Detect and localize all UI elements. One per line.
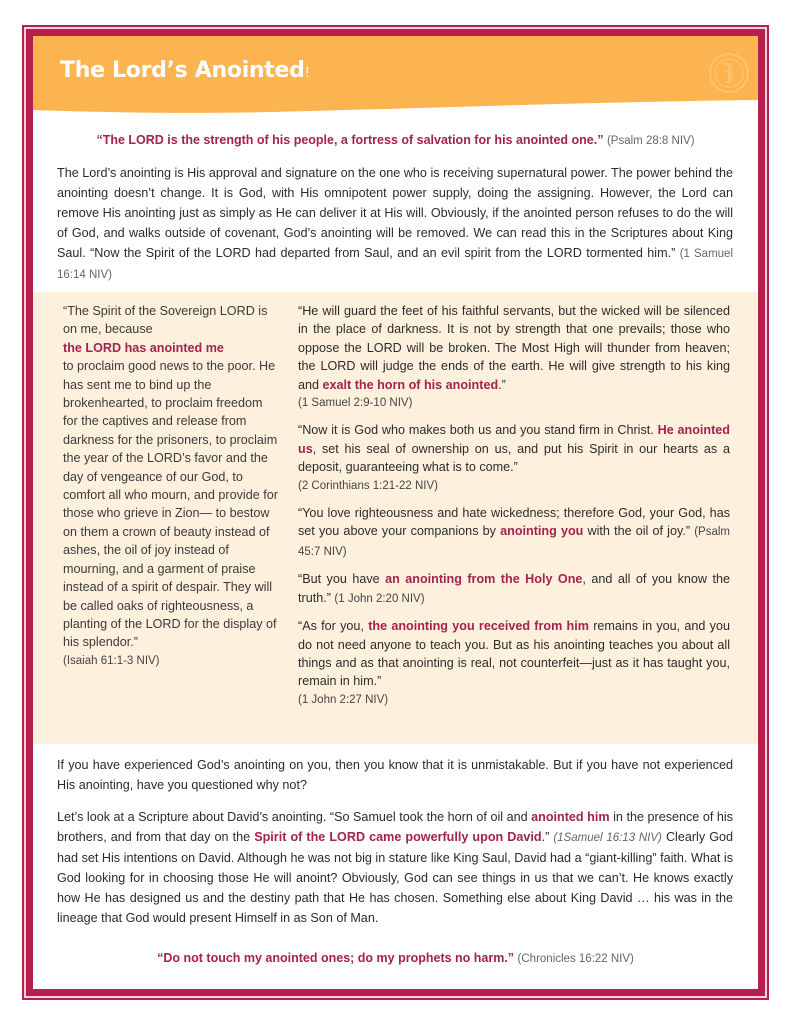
scripture-block: [298, 617, 730, 709]
scripture-block: [298, 504, 730, 561]
page-title-punct: !: [304, 66, 310, 81]
watermark-logo-icon: [708, 52, 750, 94]
bottom-verse-ref: (Chronicles 16:22 NIV): [517, 953, 634, 965]
page-frame: [26, 29, 765, 996]
scripture-highlight: an anointing from the Holy One: [385, 572, 583, 587]
scripture-highlight: the anointing you received from him: [368, 619, 589, 634]
scripture-text: “He will guard the feet of his faithful servants, but the wicked will be silenced in the place of darkness. It is not by strength that one prevails; those who oppose the LORD will be broken. The Most High will thunder from heaven; the LORD will judge the ends of the earth. He will give strength to his king and: [298, 304, 730, 392]
david-text: Clearly God had set His intentions on David. Although he was not big in stature like King Saul, David had a “giant-killing” faith. What is God looking for in choosing those He will anoint? Obviously, God can see things in us that we can’t. He knows exactly how He has designed us and the destiny path that He has chosen. Something else about King David … his was in the lineage that God would present Himself in as Son of Man.: [57, 830, 734, 925]
isaiah-quote-highlight: the LORD has anointed me: [63, 340, 224, 355]
david-paragraph: [57, 807, 733, 928]
david-highlight: Spirit of the LORD came powerfully upon David: [254, 830, 542, 844]
scripture-block: [298, 421, 730, 495]
scripture-text: “But you have: [298, 572, 386, 587]
intro-paragraph-text: The Lord’s anointing is His approval and signature on the one who is receiving supernatural power. The power behind the anointing doesn’t change. It is God, with His omnipotent power supply, doing the assigning. However, the Lord can remove His anointing just as simply as He can deliver it at His will. Obviously, if the anointed person refuses to do the will of God, and walks outside of covenant, God’s anointing will be removed. We can read this in the Scriptures about King Saul. “Now the Spirit of the LORD had departed from Saul, and an evil spirit from the LORD tormented him.”: [57, 166, 733, 260]
scripture-ref: (1 John 2:27 NIV): [298, 693, 389, 706]
title-banner: [33, 36, 758, 116]
scripture-text: “As for you,: [298, 619, 369, 634]
bottom-verse: [33, 951, 758, 965]
david-highlight: anointed him: [531, 810, 610, 824]
isaiah-quote-rest: to proclaim good news to the poor. He has sent me to bind up the brokenhearted, to proclaim freedom for the captives and release from darkness for the prisoners, to proclaim the year of the LORD’s favor and the day of vengeance of our God, to comfort all who mourn, and provide for those who grieve in Zion— to bestow on them a crown of beauty instead of ashes, the oil of joy instead of mourning, and a garment of praise instead of a spirit of despair. They will be called oaks of righteousness, a planting of the LORD for the display of his splendor.”: [63, 359, 278, 650]
scripture-text: , and all of you know the truth.”: [298, 572, 730, 605]
david-ref: (1Samuel 16:13 NIV): [553, 832, 662, 844]
david-text: Let’s look at a Scripture about David’s anointing. “So Samuel took the horn of oil and: [57, 810, 532, 824]
top-verse-ref: (Psalm 28:8 NIV): [606, 135, 695, 147]
scripture-highlight: exalt the horn of his anointed: [322, 377, 499, 392]
page-title-text: The Lord’s Anointed: [60, 58, 305, 83]
scripture-ref: (1 Samuel 2:9-10 NIV): [298, 397, 413, 410]
scripture-text: , set his seal of ownership on us, and put his Spirit in our hearts as a deposit, guaranteeing what is to come.”: [298, 441, 730, 475]
scripture-right-column: [298, 302, 730, 718]
top-verse: [33, 133, 758, 147]
scripture-panel: [33, 292, 758, 744]
scripture-text: “You love righteousness and hate wickedness; therefore God, your God, has set you above your companions by: [298, 506, 730, 539]
scripture-text: with the oil of joy.”: [583, 524, 695, 539]
scripture-text: remains in you, and you do not need anyone to teach you. But as his anointing teaches you about all things and as that anointing is real, not counterfeit—just as it has taught you, remain in him.”: [298, 619, 730, 689]
david-text: in the presence of his brothers, and from that day on the: [57, 810, 733, 844]
scripture-left-column: [63, 302, 278, 670]
scripture-block: [298, 302, 730, 412]
scripture-text: .”: [498, 377, 506, 392]
scripture-text: “Now it is God who makes both us and you stand firm in Christ.: [298, 423, 658, 438]
intro-paragraph-ref: (1 Samuel 16:14 NIV): [57, 248, 733, 281]
scripture-block: [298, 570, 730, 608]
isaiah-quote-ref: (Isaiah 61:1-3 NIV): [63, 654, 160, 667]
intro-paragraph: [57, 163, 733, 285]
isaiah-quote-start: “The Spirit of the Sovereign LORD is on me, because: [63, 304, 268, 337]
scripture-highlight: He anointed us: [298, 423, 730, 456]
page-title: [60, 58, 310, 83]
scripture-highlight: anointing you: [500, 524, 584, 539]
scripture-ref: (2 Corinthians 1:21-22 NIV): [298, 479, 438, 492]
scripture-ref: (Psalm 45:7 NIV): [298, 526, 730, 558]
bottom-verse-quote: “Do not touch my anointed ones; do my prophets no harm.”: [157, 951, 515, 965]
david-text: .”: [541, 830, 554, 844]
scripture-ref: (1 John 2:20 NIV): [334, 592, 425, 605]
experience-paragraph: [57, 755, 733, 795]
experience-paragraph-text: If you have experienced God’s anointing on you, then you know that it is unmistakable. But if you have not experienced His anointing, have you questioned why not?: [57, 758, 733, 792]
top-verse-quote: “The LORD is the strength of his people, a fortress of salvation for his anointed one.”: [96, 133, 604, 147]
